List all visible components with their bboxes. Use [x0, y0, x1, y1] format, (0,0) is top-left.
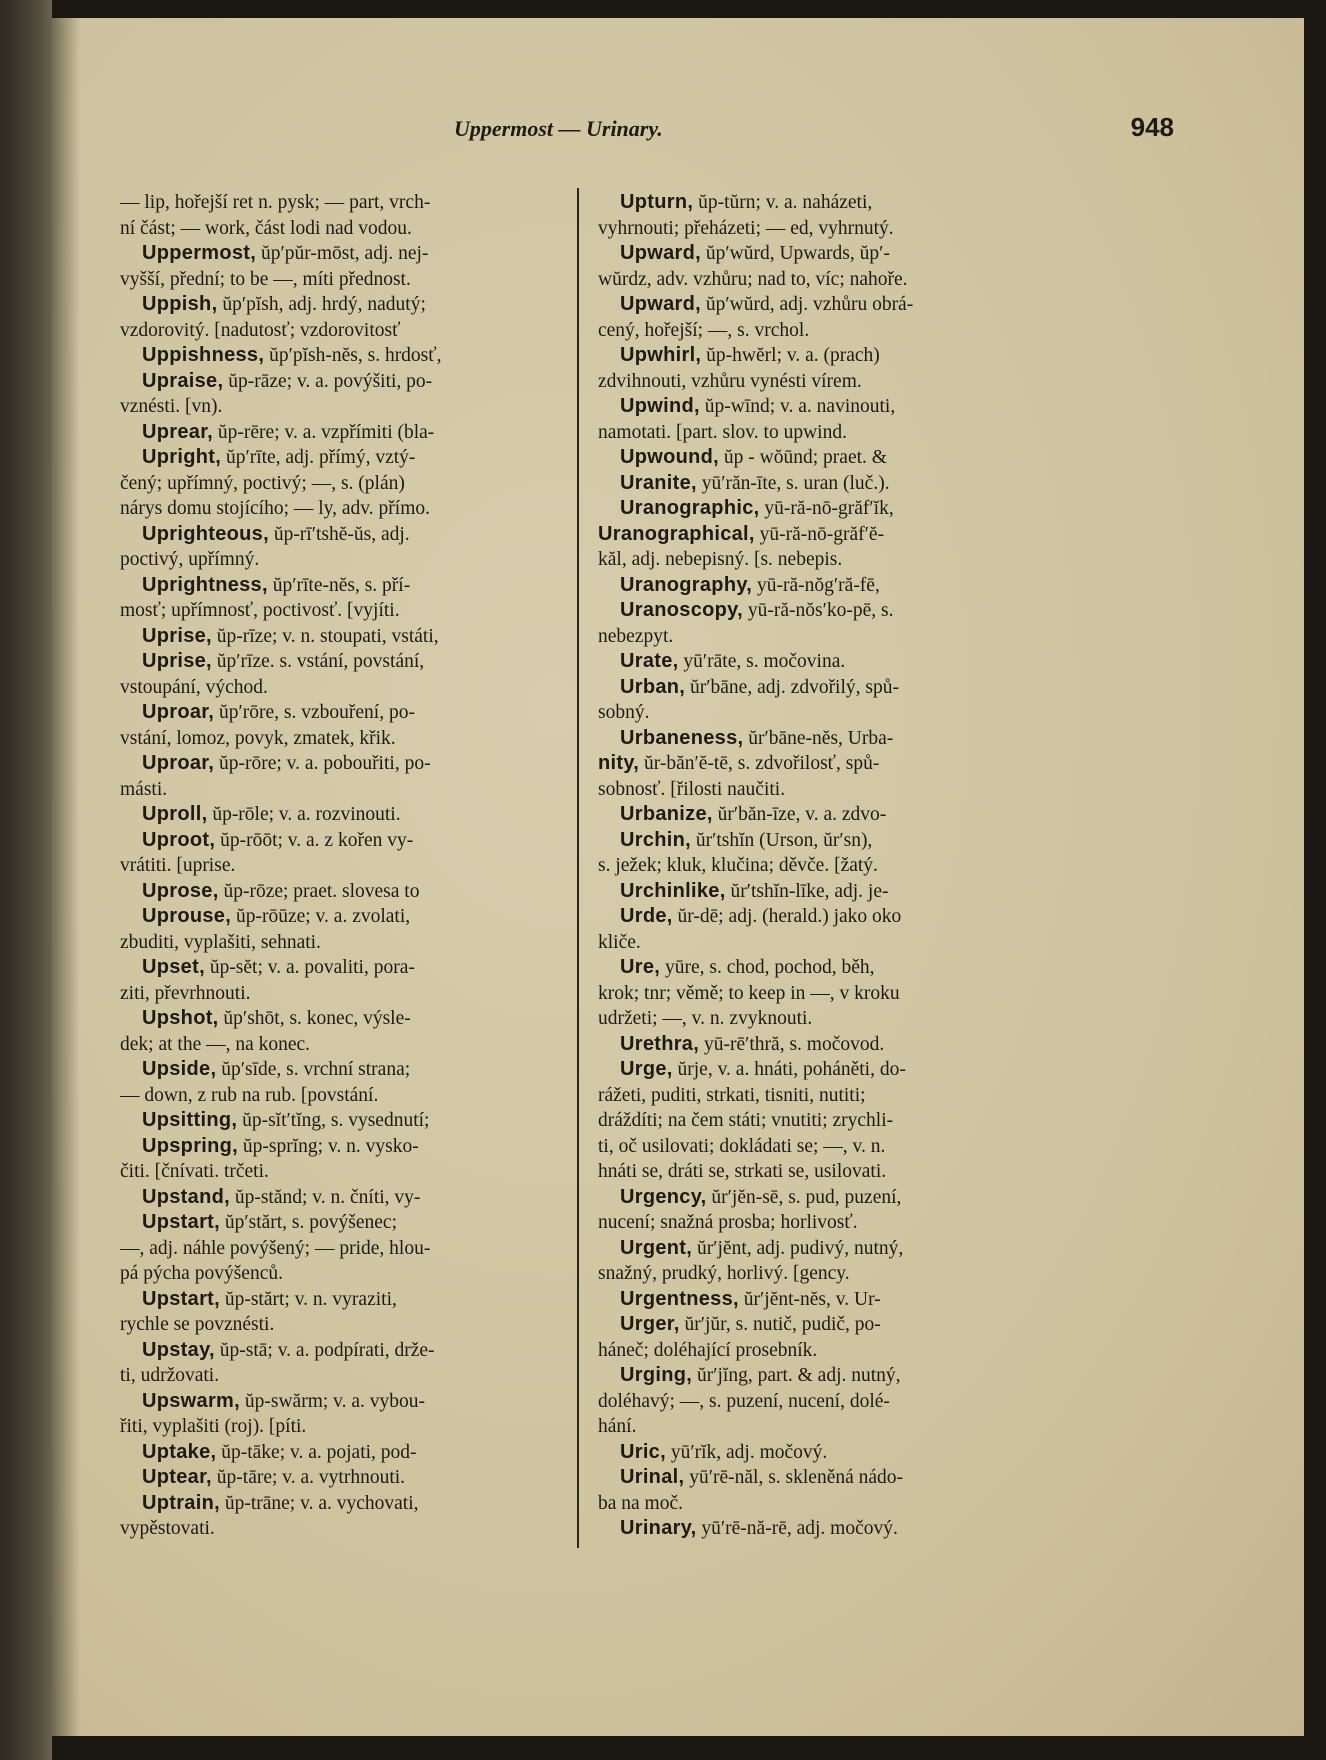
- entry-line: [120, 675, 572, 701]
- entry-line: [598, 1032, 1098, 1058]
- entry-line: [598, 547, 1098, 573]
- definition-text: ŭp-stā; v. a. podpírati, drže-: [214, 1339, 435, 1361]
- entry-line: [598, 1006, 1098, 1032]
- headword: Uranographic,: [620, 497, 760, 519]
- definition-text: dek; at the —, na konec.: [120, 1033, 311, 1055]
- running-head: [454, 112, 1174, 156]
- definition-text: yūre, s. chod, pochod, běh,: [660, 957, 875, 978]
- entry-line: [120, 1516, 572, 1542]
- headword: Uppermost,: [142, 242, 257, 264]
- entry-line: [598, 1134, 1098, 1160]
- definition-text: wŭrdz, adv. vzhůru; nad to, víc; nahoře.: [598, 268, 908, 290]
- entry-line: [120, 649, 572, 675]
- headword: Upstand,: [142, 1185, 230, 1208]
- definition-text: poctivý, upřímný.: [120, 549, 260, 570]
- definition-text: řiti, vyplašiti (roj). [píti.: [120, 1416, 307, 1437]
- definition-text: vstoupání, východ.: [120, 676, 268, 698]
- entry-line: [120, 1159, 572, 1185]
- entry-line: [120, 1440, 572, 1466]
- entry-line: [120, 1083, 572, 1109]
- entry-line: [598, 292, 1098, 318]
- definition-text: ŭp-wīnd; v. a. navinouti,: [699, 396, 896, 417]
- definition-text: — lip, hořejší ret n. pysk; — part, vrch-: [120, 192, 431, 213]
- definition-text: yū′rē-nă-rē, adj. močový.: [696, 1518, 898, 1539]
- definition-text: ŭp-rōōt; v. a. z kořen vy-: [215, 829, 414, 851]
- definition-text: ŭp-rāze; v. a. povýšiti, po-: [223, 370, 433, 392]
- column-divider: [577, 188, 579, 1548]
- entry-line: [598, 802, 1098, 828]
- entry-line: [120, 1057, 572, 1083]
- headword: Upwhirl,: [620, 344, 702, 366]
- definition-text: doléhavý; —, s. puzení, nucení, dolé-: [598, 1390, 890, 1412]
- definition-text: —, adj. náhle povýšený; — pride, hlou-: [120, 1237, 431, 1259]
- entry-line: [120, 955, 572, 981]
- entry-line: [598, 1057, 1098, 1083]
- entry-line: [120, 1134, 572, 1160]
- headword: Upturn,: [620, 191, 694, 213]
- headword: Uprear,: [142, 420, 214, 443]
- entry-line: [598, 853, 1098, 879]
- definition-text: cený, hořejší; —, s. vrchol.: [598, 319, 810, 341]
- dictionary-page: [52, 18, 1304, 1736]
- definition-text: ŭp-stănd; v. n. čníti, vy-: [229, 1186, 421, 1208]
- headword: Uptear,: [142, 1466, 212, 1488]
- definition-text: ŭp′shōt, s. konec, výsle-: [218, 1008, 411, 1029]
- entry-line: [120, 1465, 572, 1491]
- definition-text: ŭp-rīze; v. n. stoupati, vstáti,: [211, 625, 439, 647]
- entry-line: [120, 496, 572, 522]
- entry-line: [120, 777, 572, 803]
- entry-line: [598, 879, 1098, 905]
- definition-text: ziti, převrhnouti.: [120, 982, 251, 1004]
- definition-text: ŭr′jŭr, s. nutič, pudič, po-: [679, 1314, 881, 1335]
- entry-line: [598, 1491, 1098, 1517]
- definition-text: ŭr′bāne, adj. zdvořilý, spů-: [685, 676, 899, 698]
- headword: Upside,: [142, 1058, 217, 1080]
- definition-text: ŭp-tāre; v. a. vytrhnouti.: [211, 1467, 406, 1488]
- definition-text: hnáti se, dráti se, strkati se, usilovati.: [598, 1161, 887, 1182]
- entry-line: [598, 1236, 1098, 1262]
- definition-text: ŭp-stărt; v. n. vyraziti,: [219, 1288, 397, 1310]
- headword: Urgent,: [620, 1236, 693, 1259]
- definition-text: sobnosť. [řilosti naučiti.: [598, 778, 786, 800]
- definition-text: vstání, lomoz, povyk, zmatek, křik.: [120, 727, 396, 749]
- entry-line: [120, 1032, 572, 1058]
- entry-line: [598, 649, 1098, 675]
- entry-line: [120, 573, 572, 599]
- entry-line: [598, 700, 1098, 726]
- definition-text: yū′rāte, s. močovina.: [678, 651, 846, 672]
- entry-line: [598, 216, 1098, 242]
- headword: Uprightness,: [142, 573, 268, 596]
- entry-line: [120, 930, 572, 956]
- headword: Urban,: [620, 675, 686, 698]
- definition-text: sobný.: [598, 702, 650, 723]
- definition-text: ŭp-rī′tshĕ-ŭs, adj.: [268, 523, 410, 545]
- entry-line: [120, 522, 572, 548]
- entry-line: [120, 292, 572, 318]
- entry-line: [598, 981, 1098, 1007]
- definition-text: ŭr′jĭng, part. & adj. nutný,: [692, 1365, 901, 1386]
- entry-line: [120, 1210, 572, 1236]
- headword: Upward,: [620, 293, 701, 315]
- definition-text: kăl, adj. nebepisný. [s. nebepis.: [598, 549, 843, 570]
- entry-line: [120, 1491, 572, 1517]
- headword: Urinal,: [620, 1466, 685, 1488]
- definition-text: ŭp-sĕt; v. a. povaliti, pora-: [204, 957, 415, 978]
- definition-text: ŭp′sīde, s. vrchní strana;: [216, 1059, 411, 1080]
- page-fold-shadow: [52, 18, 80, 1736]
- definition-text: ŭp-rēre; v. a. vzpřímiti (bla-: [213, 421, 435, 443]
- entry-line: [120, 1287, 572, 1313]
- entry-line: [120, 394, 572, 420]
- entry-line: [120, 318, 572, 344]
- definition-text: — down, z rub na rub. [povstání.: [120, 1084, 379, 1106]
- entry-line: [598, 1108, 1098, 1134]
- headword: Upstart,: [142, 1211, 220, 1233]
- entry-line: [598, 930, 1098, 956]
- definition-text: ŭr-băn′ĕ-tē, s. zdvořilosť, spů-: [639, 753, 880, 774]
- headword: Urger,: [620, 1313, 680, 1335]
- definition-text: ŭp′rīze. s. vstání, povstání,: [211, 651, 425, 672]
- entry-line: [598, 420, 1098, 446]
- definition-text: ŭr′jĕnt, adj. pudivý, nutný,: [692, 1237, 904, 1259]
- headword: Upwind,: [620, 395, 700, 417]
- headword: Urbaneness,: [620, 726, 744, 749]
- headword: Urate,: [620, 650, 679, 672]
- entry-line: [598, 267, 1098, 293]
- definition-text: hání.: [598, 1416, 637, 1437]
- headword: Uproar,: [142, 752, 215, 774]
- entry-line: [598, 1338, 1098, 1364]
- headword: Uproll,: [142, 803, 208, 825]
- headword: Uproot,: [142, 828, 216, 851]
- entry-line: [598, 777, 1098, 803]
- definition-text: krok; tnr; věmě; to keep in —, v kroku: [598, 982, 900, 1004]
- definition-text: mosť; upřímnosť, poctivosť. [vyjíti.: [120, 600, 400, 621]
- headword: Urgency,: [620, 1185, 707, 1208]
- entry-line: [598, 445, 1098, 471]
- definition-text: vznésti. [vn).: [120, 396, 223, 417]
- definition-text: udržeti; —, v. n. zvyknouti.: [598, 1008, 813, 1029]
- headword: Uppish,: [142, 293, 218, 315]
- headword: Uptake,: [142, 1440, 217, 1463]
- headword: Upwound,: [620, 446, 720, 468]
- page-number: 948: [1130, 112, 1174, 142]
- entry-line: [120, 445, 572, 471]
- entry-line: [598, 1312, 1098, 1338]
- headword: Upswarm,: [142, 1389, 240, 1412]
- definition-text: s. ježek; kluk, klučina; děvče. [žatý.: [598, 855, 878, 876]
- entry-line: [598, 1210, 1098, 1236]
- entry-line: [120, 828, 572, 854]
- headword: Ure,: [620, 956, 661, 978]
- definition-text: ŭr′tshĭn (Urson, ŭr′sn),: [691, 829, 873, 851]
- headword: Upraise,: [142, 369, 224, 392]
- definition-text: ŭp-rōūze; v. a. zvolati,: [231, 906, 411, 927]
- definition-text: čiti. [čnívati. trčeti.: [120, 1161, 269, 1182]
- definition-text: ŭr-dē; adj. (herald.) jako oko: [672, 906, 902, 927]
- definition-text: vzdorovitý. [nadutosť; vzdorovitosť: [120, 319, 401, 341]
- entry-line: [598, 1516, 1098, 1542]
- entry-line: [598, 343, 1098, 369]
- definition-text: ŭp′rīte-nĕs, s. pří-: [267, 574, 411, 596]
- entry-line: [120, 879, 572, 905]
- headword: Uprose,: [142, 879, 219, 902]
- entry-line: [120, 598, 572, 624]
- definition-text: ŭp′stărt, s. povýšenec;: [219, 1212, 397, 1233]
- entry-line: [598, 573, 1098, 599]
- definition-text: nucení; snažná prosba; horlivosť.: [598, 1212, 858, 1233]
- definition-text: ŭr′jĕnt-nĕs, v. Ur-: [738, 1288, 881, 1310]
- definition-text: ti, udržovati.: [120, 1365, 220, 1386]
- entry-line: [120, 471, 572, 497]
- entry-line: [120, 1108, 572, 1134]
- entry-line: [598, 955, 1098, 981]
- entry-line: [598, 1465, 1098, 1491]
- definition-text: ŭp-hwĕrl; v. a. (prach): [701, 345, 880, 366]
- definition-text: nárys domu stojícího; — ly, adv. přímo.: [120, 498, 430, 519]
- definition-text: ŭp-swărm; v. a. vybou-: [240, 1390, 426, 1412]
- headword: Upstart,: [142, 1287, 220, 1310]
- entry-line: [120, 751, 572, 777]
- entry-line: [120, 1338, 572, 1364]
- definition-text: ní část; — work, část lodi nad vodou.: [120, 217, 412, 239]
- entry-line: [120, 1312, 572, 1338]
- entry-line: [598, 598, 1098, 624]
- definition-text: rychle se povznésti.: [120, 1314, 275, 1335]
- definition-text: ŭp-trāne; v. a. vychovati,: [219, 1492, 419, 1514]
- definition-text: dráždíti; na čem státi; vnutiti; zrychli-: [598, 1110, 894, 1131]
- entry-line: [120, 1006, 572, 1032]
- definition-text: ŭp′rīte, adj. přímý, vztý-: [221, 447, 416, 468]
- definition-text: ŭr′băn-īze, v. a. zdvo-: [712, 804, 887, 825]
- running-head-title: Uppermost — Urinary.: [454, 116, 663, 141]
- entry-line: [598, 1414, 1098, 1440]
- definition-text: ŭp-sĭt′tĭng, s. vysednutí;: [237, 1110, 430, 1131]
- entry-line: [598, 1261, 1098, 1287]
- entry-line: [120, 343, 572, 369]
- definition-text: ŭp-rōle; v. a. rozvinouti.: [207, 804, 401, 825]
- headword: Uranoscopy,: [620, 599, 743, 621]
- definition-text: ŭp - wŏūnd; praet. &: [719, 447, 887, 468]
- entry-line: [120, 1261, 572, 1287]
- entry-line: [598, 726, 1098, 752]
- headword: Uranography,: [620, 573, 753, 596]
- headword: Urde,: [620, 905, 673, 927]
- definition-text: yū′rĭk, adj. močový.: [665, 1441, 828, 1463]
- headword: Urging,: [620, 1364, 693, 1386]
- headword: Urbanize,: [620, 803, 713, 825]
- definition-text: ŭp-rōze; praet. slovesa to: [218, 880, 420, 902]
- entry-line: [120, 853, 572, 879]
- entry-line: [598, 1083, 1098, 1109]
- entry-line: [598, 904, 1098, 930]
- entry-line: [598, 496, 1098, 522]
- definition-text: ŭrje, v. a. hnáti, poháněti, do-: [672, 1059, 906, 1080]
- entry-line: [120, 1363, 572, 1389]
- definition-text: ŭp′pŭr-mōst, adj. nej-: [256, 243, 429, 264]
- right-column: [598, 190, 1098, 1542]
- headword: Upward,: [620, 242, 701, 264]
- definition-text: másti.: [120, 778, 168, 800]
- definition-text: zdvihnouti, vzhůru vynésti vírem.: [598, 370, 862, 392]
- entry-line: [120, 241, 572, 267]
- entry-line: [598, 471, 1098, 497]
- headword: Urchinlike,: [620, 879, 726, 902]
- headword: Upshot,: [142, 1007, 219, 1029]
- entry-line: [598, 190, 1098, 216]
- definition-text: ŭp-rōre; v. a. pobouřiti, po-: [214, 753, 431, 774]
- headword: nity,: [598, 752, 640, 774]
- scan-edge: [0, 0, 52, 1760]
- definition-text: vypěstovati.: [120, 1518, 215, 1539]
- headword: Uproar,: [142, 701, 215, 723]
- definition-text: ŭp′rōre, s. vzbouření, po-: [214, 702, 415, 723]
- entry-line: [120, 420, 572, 446]
- definition-text: ŭr′jĕn-sē, s. pud, puzení,: [706, 1186, 902, 1208]
- definition-text: ŭp′wŭrd, Upwards, ŭp′-: [701, 243, 890, 264]
- entry-line: [120, 1236, 572, 1262]
- headword: Uptrain,: [142, 1491, 220, 1514]
- entry-line: [598, 1389, 1098, 1415]
- headword: Urchin,: [620, 828, 691, 851]
- headword: Urethra,: [620, 1032, 700, 1055]
- entry-line: [120, 1414, 572, 1440]
- entry-line: [598, 751, 1098, 777]
- headword: Uprighteous,: [142, 522, 269, 545]
- entry-line: [120, 802, 572, 828]
- definition-text: vyšší, přední; to be —, míti přednost.: [120, 268, 411, 290]
- definition-text: vrátiti. [uprise.: [120, 855, 236, 876]
- entry-line: [120, 981, 572, 1007]
- headword: Uprise,: [142, 624, 212, 647]
- definition-text: zbuditi, vyplašiti, sehnati.: [120, 931, 321, 953]
- entry-line: [120, 216, 572, 242]
- headword: Upright,: [142, 446, 222, 468]
- entry-line: [598, 241, 1098, 267]
- headword: Uprise,: [142, 650, 212, 672]
- entry-line: [120, 547, 572, 573]
- headword: Urinary,: [620, 1517, 697, 1539]
- headword: Urgentness,: [620, 1287, 739, 1310]
- definition-text: ŭp-tŭrn; v. a. naházeti,: [693, 192, 873, 213]
- entry-line: [120, 624, 572, 650]
- definition-text: yū-rē′thră, s. močovod.: [699, 1033, 885, 1055]
- left-column: [120, 190, 572, 1542]
- entry-line: [598, 369, 1098, 395]
- entry-line: [598, 1440, 1098, 1466]
- entry-line: [120, 904, 572, 930]
- definition-text: nebezpyt.: [598, 625, 674, 647]
- headword: Uranite,: [620, 471, 697, 494]
- definition-text: yū-ră-nō-grăf′ĭk,: [759, 498, 894, 519]
- entry-line: [120, 190, 572, 216]
- entry-line: [598, 522, 1098, 548]
- definition-text: yū-ră-nŏg′ră-fē,: [752, 574, 880, 596]
- entry-line: [598, 828, 1098, 854]
- headword: Upstay,: [142, 1338, 215, 1361]
- definition-text: ŭp′pĭsh, adj. hrdý, nadutý;: [217, 294, 426, 315]
- definition-text: yū-ră-nō-grăf′ĕ-: [754, 523, 885, 545]
- definition-text: pá pýcha povýšenců.: [120, 1263, 283, 1284]
- definition-text: yū′răn-īte, s. uran (luč.).: [696, 472, 890, 494]
- headword: Upsitting,: [142, 1109, 238, 1131]
- entry-line: [120, 1185, 572, 1211]
- headword: Urge,: [620, 1058, 673, 1080]
- entry-line: [598, 1287, 1098, 1313]
- definition-text: ŭr′bāne-nĕs, Urba-: [743, 727, 894, 749]
- definition-text: yū-ră-nŏs′ko-pē, s.: [742, 600, 894, 621]
- definition-text: yū′rē-năl, s. skleněná nádo-: [684, 1467, 904, 1488]
- entry-line: [598, 318, 1098, 344]
- definition-text: ti, oč usilovati; dokládati se; —, v. n.: [598, 1135, 886, 1157]
- definition-text: ba na moč.: [598, 1492, 684, 1514]
- definition-text: ŭp′wŭrd, adj. vzhůru obrá-: [701, 294, 914, 315]
- entry-line: [120, 1389, 572, 1415]
- definition-text: ŭr′tshĭn-līke, adj. je-: [725, 880, 889, 902]
- entry-line: [598, 1363, 1098, 1389]
- entry-line: [120, 369, 572, 395]
- definition-text: vyhrnouti; přeházeti; — ed, vyhrnutý.: [598, 217, 894, 239]
- headword: Uppishness,: [142, 344, 265, 366]
- headword: Uprouse,: [142, 905, 232, 927]
- entry-line: [120, 700, 572, 726]
- definition-text: čený; upřímný, poctivý; —, s. (plán): [120, 472, 405, 494]
- definition-text: kliče.: [598, 931, 641, 953]
- definition-text: rážeti, puditi, strkati, tisniti, nutiti;: [598, 1084, 866, 1106]
- entry-line: [598, 1159, 1098, 1185]
- headword: Upspring,: [142, 1134, 239, 1157]
- headword: Upset,: [142, 956, 205, 978]
- headword: Uric,: [620, 1440, 666, 1463]
- definition-text: namotati. [part. slov. to upwind.: [598, 421, 847, 443]
- definition-text: ŭp-tāke; v. a. pojati, pod-: [216, 1441, 417, 1463]
- entry-line: [598, 624, 1098, 650]
- headword: Uranographical,: [598, 522, 755, 545]
- entry-line: [598, 1185, 1098, 1211]
- definition-text: snažný, prudký, horlivý. [gency.: [598, 1263, 850, 1284]
- entry-line: [598, 675, 1098, 701]
- entry-line: [598, 394, 1098, 420]
- definition-text: ŭp-sprĭng; v. n. vysko-: [238, 1135, 419, 1157]
- definition-text: ŭp′pĭsh-nĕs, s. hrdosť,: [264, 345, 442, 366]
- entry-line: [120, 267, 572, 293]
- entry-line: [120, 726, 572, 752]
- definition-text: háneč; doléhající prosebník.: [598, 1339, 818, 1361]
